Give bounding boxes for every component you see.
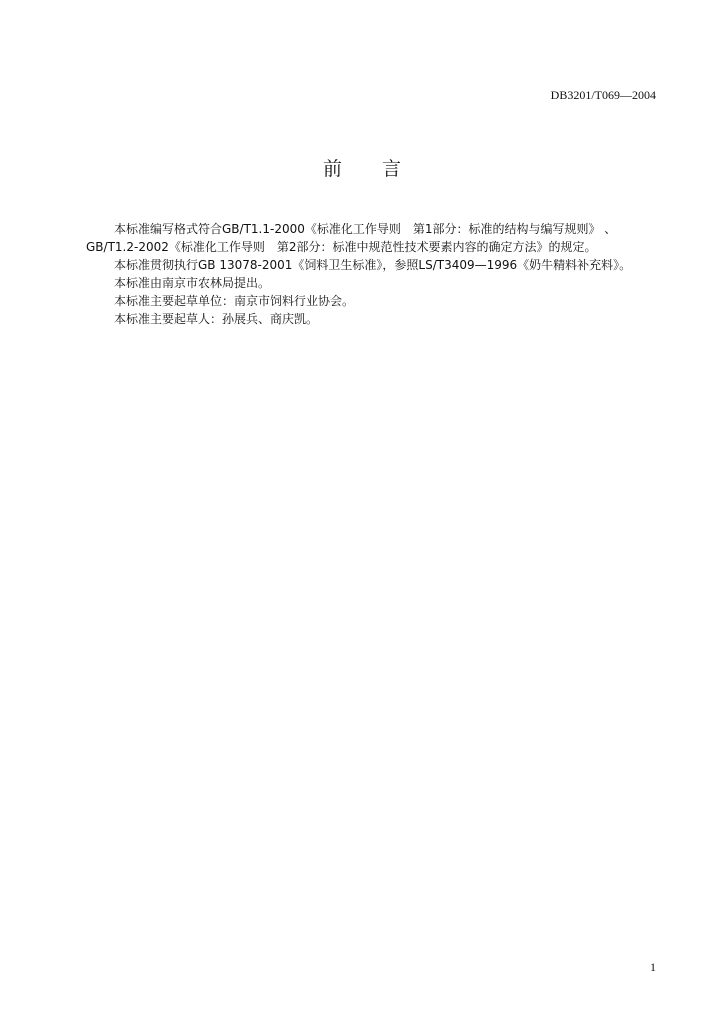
paragraph-drafting-unit: 本标准主要起草单位：南京市饲料行业协会。 [114, 294, 355, 308]
paragraph-standards-reference: 本标准贯彻执行GB 13078-2001《饲料卫生标准》，参照LS/T3409—1996《奶牛精料补充料》。 [114, 258, 632, 272]
page-title [0, 154, 724, 181]
paragraph-format-line-1: 本标准编写格式符合GB/T1.1-2000《标准化工作导则 第1部分：标准的结构与编写规则》 、 [114, 222, 617, 236]
document-code: DB3201/T069—2004 [550, 88, 656, 102]
paragraph-drafters: 本标准主要起草人：孙展兵、商庆凯。 [114, 312, 319, 326]
paragraph-proposer: 本标准由南京市农林局提出。 [114, 276, 271, 290]
title-char-2: 言 [382, 158, 402, 180]
page-number: 1 [650, 960, 656, 974]
paragraph-format-line-2: GB/T1.2-2002《标准化工作导则 第2部分：标准中规范性技术要素内容的确定方法》的规定。 [86, 240, 597, 254]
foreword-body [88, 220, 663, 328]
title-char-1: 前 [322, 158, 342, 180]
